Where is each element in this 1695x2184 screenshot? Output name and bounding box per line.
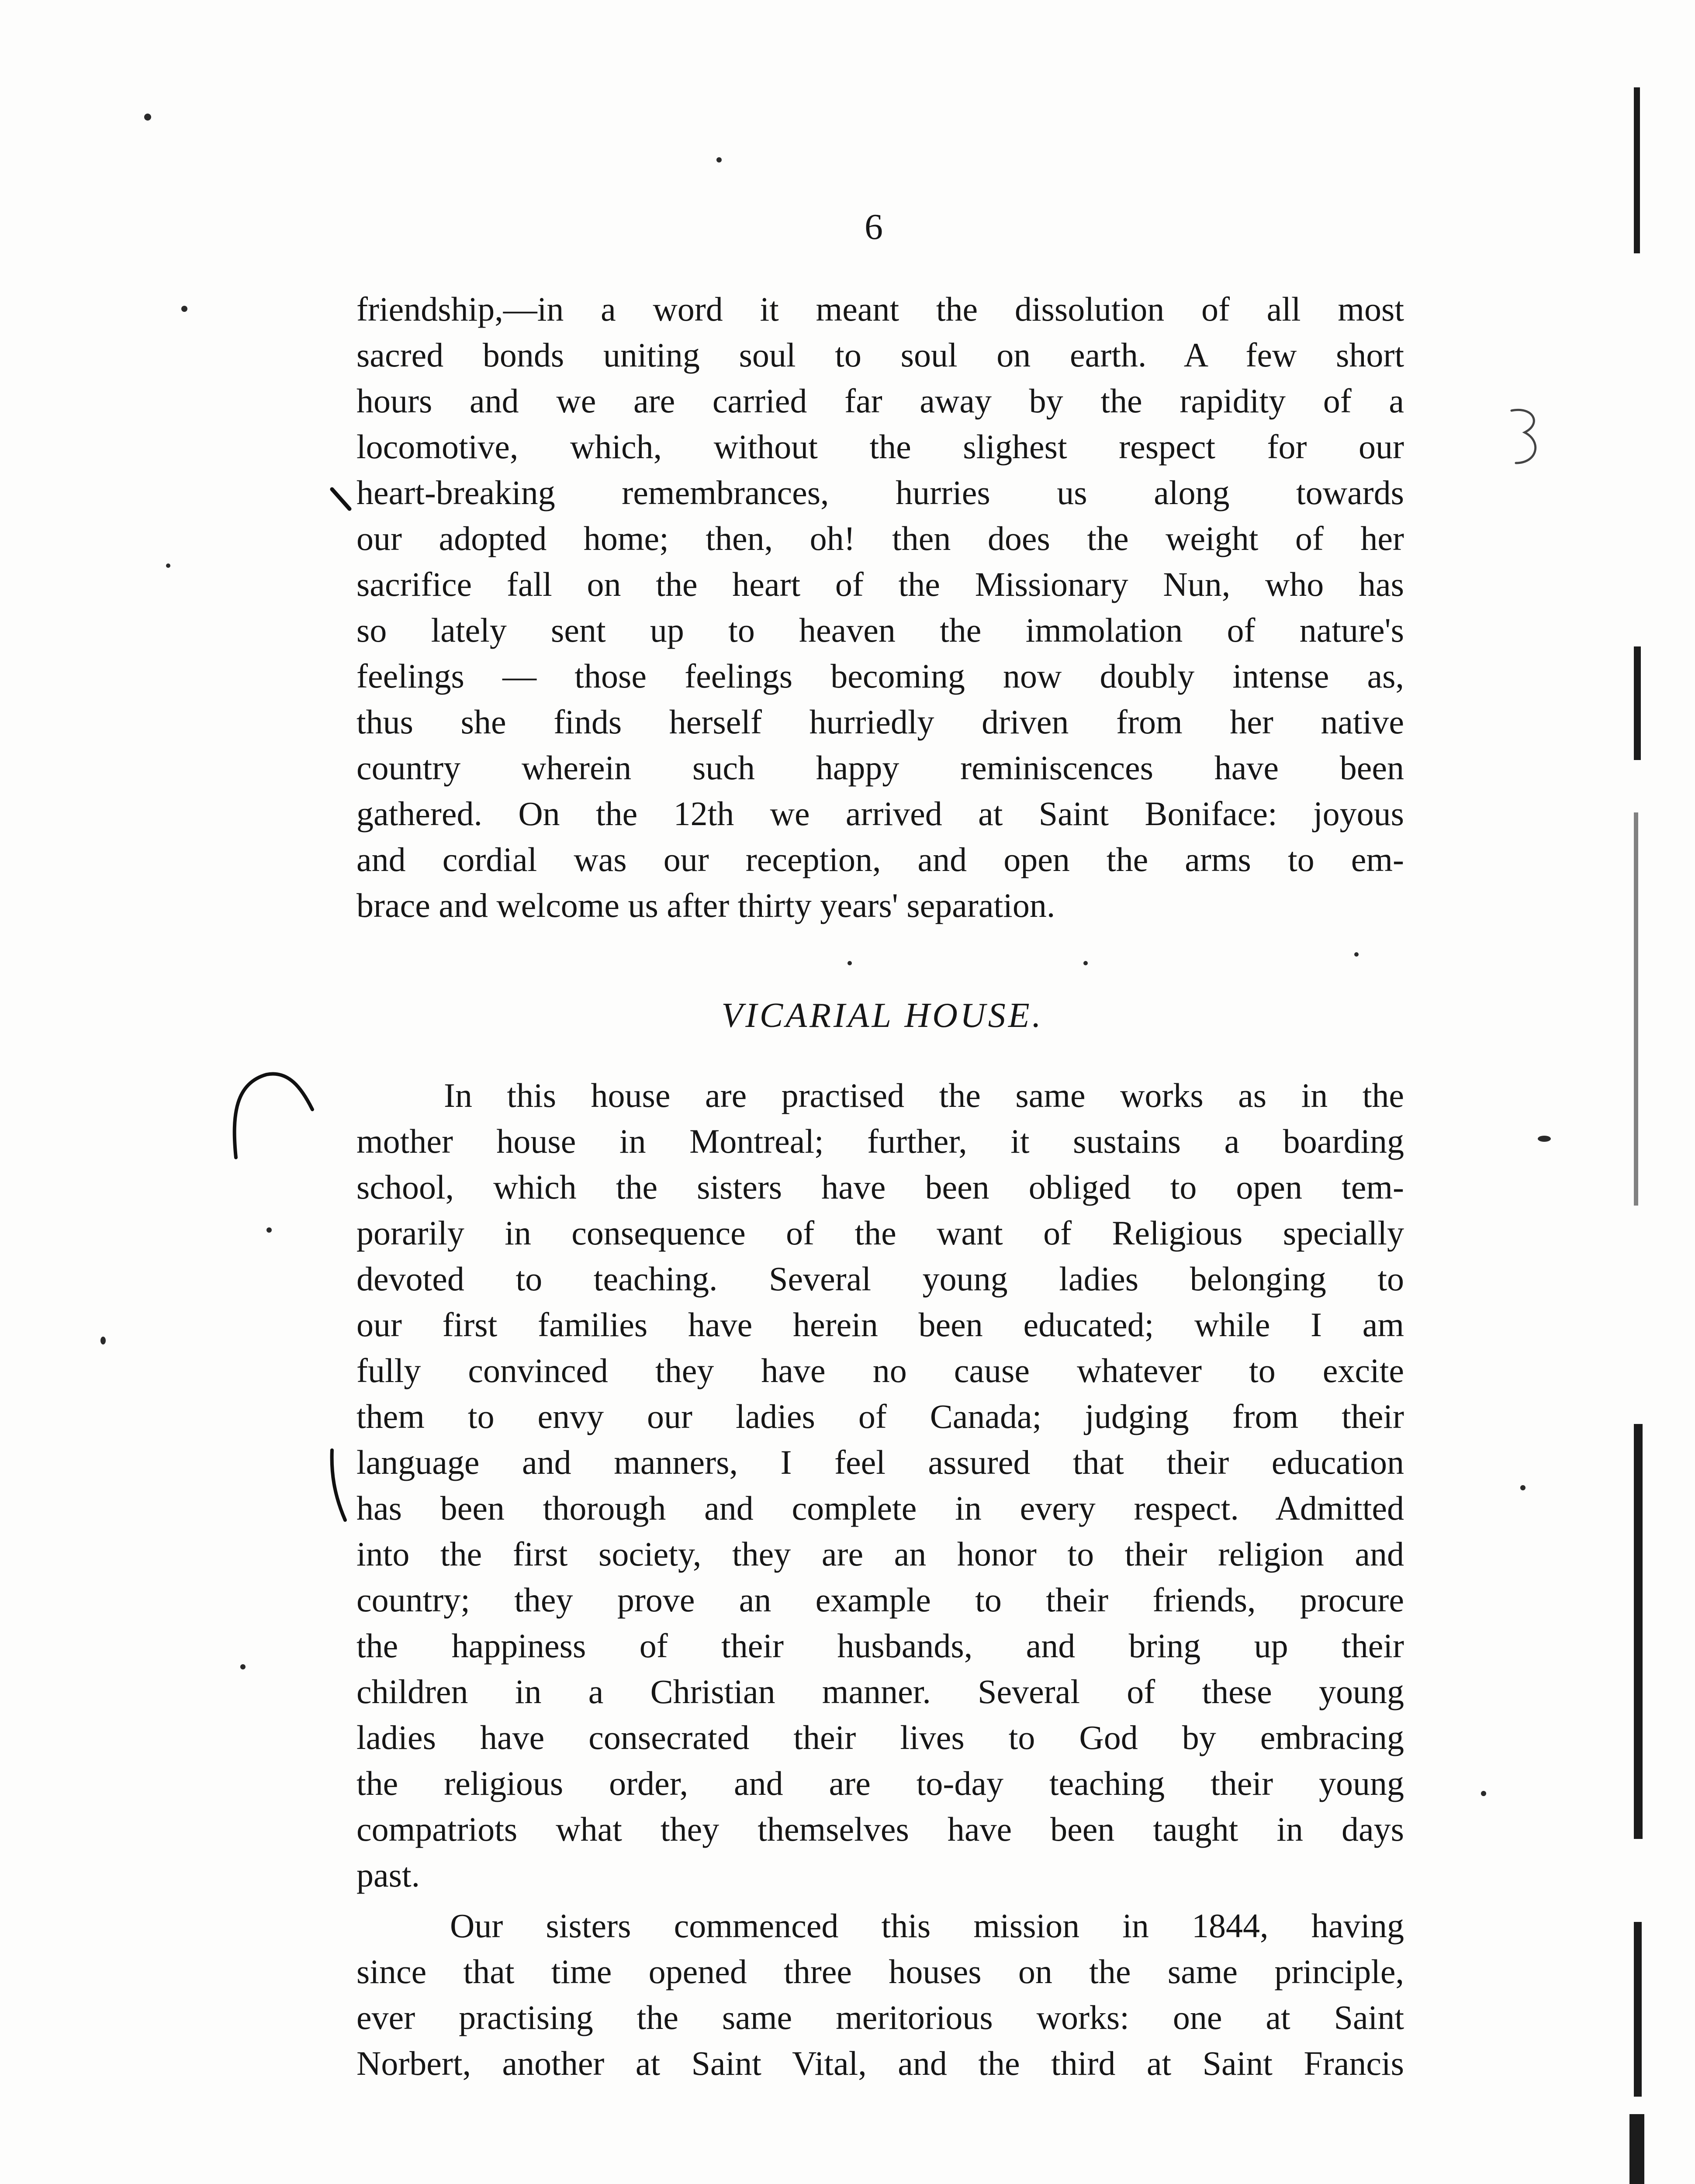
text-line: friendship,—in a word it meant the dissolution of all most (356, 290, 1404, 328)
text-line: country wherein such happy reminiscences have been (356, 749, 1404, 787)
binding-edge (1629, 2114, 1644, 2184)
binding-edge (1634, 812, 1638, 1206)
text-line: has been thorough and complete in every respect. Admitted (356, 1489, 1404, 1527)
scan-speck (144, 114, 151, 121)
pencil-tick-mark (319, 1446, 354, 1524)
text-line: porarily in consequence of the want of Religious specially (356, 1214, 1404, 1252)
text-line: since that time opened three houses on the same principle, (356, 1952, 1404, 1990)
text-line: into the first society, they are an honor to their religion and (356, 1535, 1404, 1573)
scan-speck (240, 1664, 246, 1669)
paragraph-vicarial-house (356, 1072, 1404, 1898)
binding-edge (1634, 87, 1640, 253)
text-line: ever practising the same meritorious works: one at Saint (356, 1998, 1404, 2036)
binding-edge (1634, 646, 1641, 760)
pencil-curl-mark (1503, 402, 1555, 472)
scan-speck (1538, 1136, 1551, 1142)
text-line: our adopted home; then, oh! then does the weight of her (356, 519, 1404, 557)
text-line: sacred bonds uniting soul to soul on earth. A few short (356, 336, 1404, 374)
text-line: devoted to teaching. Several young ladies belonging to (356, 1260, 1404, 1298)
text-line: ladies have consecrated their lives to God by embracing (356, 1718, 1404, 1756)
text-line: gathered. On the 12th we arrived at Saint Boniface: joyous (356, 795, 1404, 833)
text-line: children in a Christian manner. Several of these young (356, 1673, 1404, 1711)
text-line: so lately sent up to heaven the immolation of nature's (356, 611, 1404, 649)
paragraph-continuation (356, 286, 1404, 928)
scan-speck (181, 306, 187, 312)
text-line: hours and we are carried far away by the rapidity of a (356, 382, 1404, 420)
text-line: language and manners, I feel assured that their education (356, 1443, 1404, 1481)
scan-speck (166, 563, 170, 568)
text-line: sacrifice fall on the heart of the Missionary Nun, who has (356, 565, 1404, 603)
scan-speck (1481, 1791, 1486, 1796)
text-line: country; they prove an example to their friends, procure (356, 1581, 1404, 1619)
text-line: brace and welcome us after thirty years' separation. (356, 886, 1055, 924)
text-line: and cordial was our reception, and open the arms to em- (356, 840, 1404, 878)
scan-speck (100, 1337, 106, 1344)
pencil-bracket-mark (218, 1057, 323, 1162)
text-line: school, which the sisters have been obliged to open tem- (356, 1168, 1404, 1206)
scan-speck (266, 1227, 272, 1233)
text-line: In this house are practised the same works as in the (444, 1076, 1404, 1114)
text-line: mother house in Montreal; further, it sustains a boarding (356, 1122, 1404, 1160)
section-heading: VICARIAL HOUSE. (721, 996, 1044, 1035)
scan-speck (716, 157, 722, 162)
binding-edge (1634, 1922, 1642, 2097)
text-line: Our sisters commenced this mission in 1844, having (450, 1907, 1404, 1945)
text-line: compatriots what they themselves have been taught in days (356, 1810, 1404, 1848)
text-line: our first families have herein been educated; while I am (356, 1306, 1404, 1344)
text-line: thus she finds herself hurriedly driven from her native (356, 703, 1404, 741)
page-number: 6 (865, 207, 883, 247)
scan-speck (848, 961, 852, 965)
text-line: Norbert, another at Saint Vital, and the third at Saint Francis (356, 2044, 1404, 2082)
scan-speck (1520, 1485, 1526, 1490)
binding-edge (1634, 1424, 1643, 1839)
text-line: locomotive, which, without the slighest respect for our (356, 428, 1404, 466)
text-line: feelings — those feelings becoming now doubly intense as, (356, 657, 1404, 695)
paragraph-mission (356, 1903, 1404, 2086)
scan-speck (1354, 952, 1359, 957)
text-line: the religious order, and are to-day teaching their young (356, 1764, 1404, 1802)
text-line: the happiness of their husbands, and bring up their (356, 1627, 1404, 1665)
text-line: fully convinced they have no cause whatever to excite (356, 1351, 1404, 1389)
text-line: heart-breaking remembrances, hurries us along towards (356, 473, 1404, 511)
text-line: past. (356, 1856, 420, 1894)
text-line: them to envy our ladies of Canada; judging from their (356, 1397, 1404, 1435)
scan-speck (1083, 961, 1088, 965)
